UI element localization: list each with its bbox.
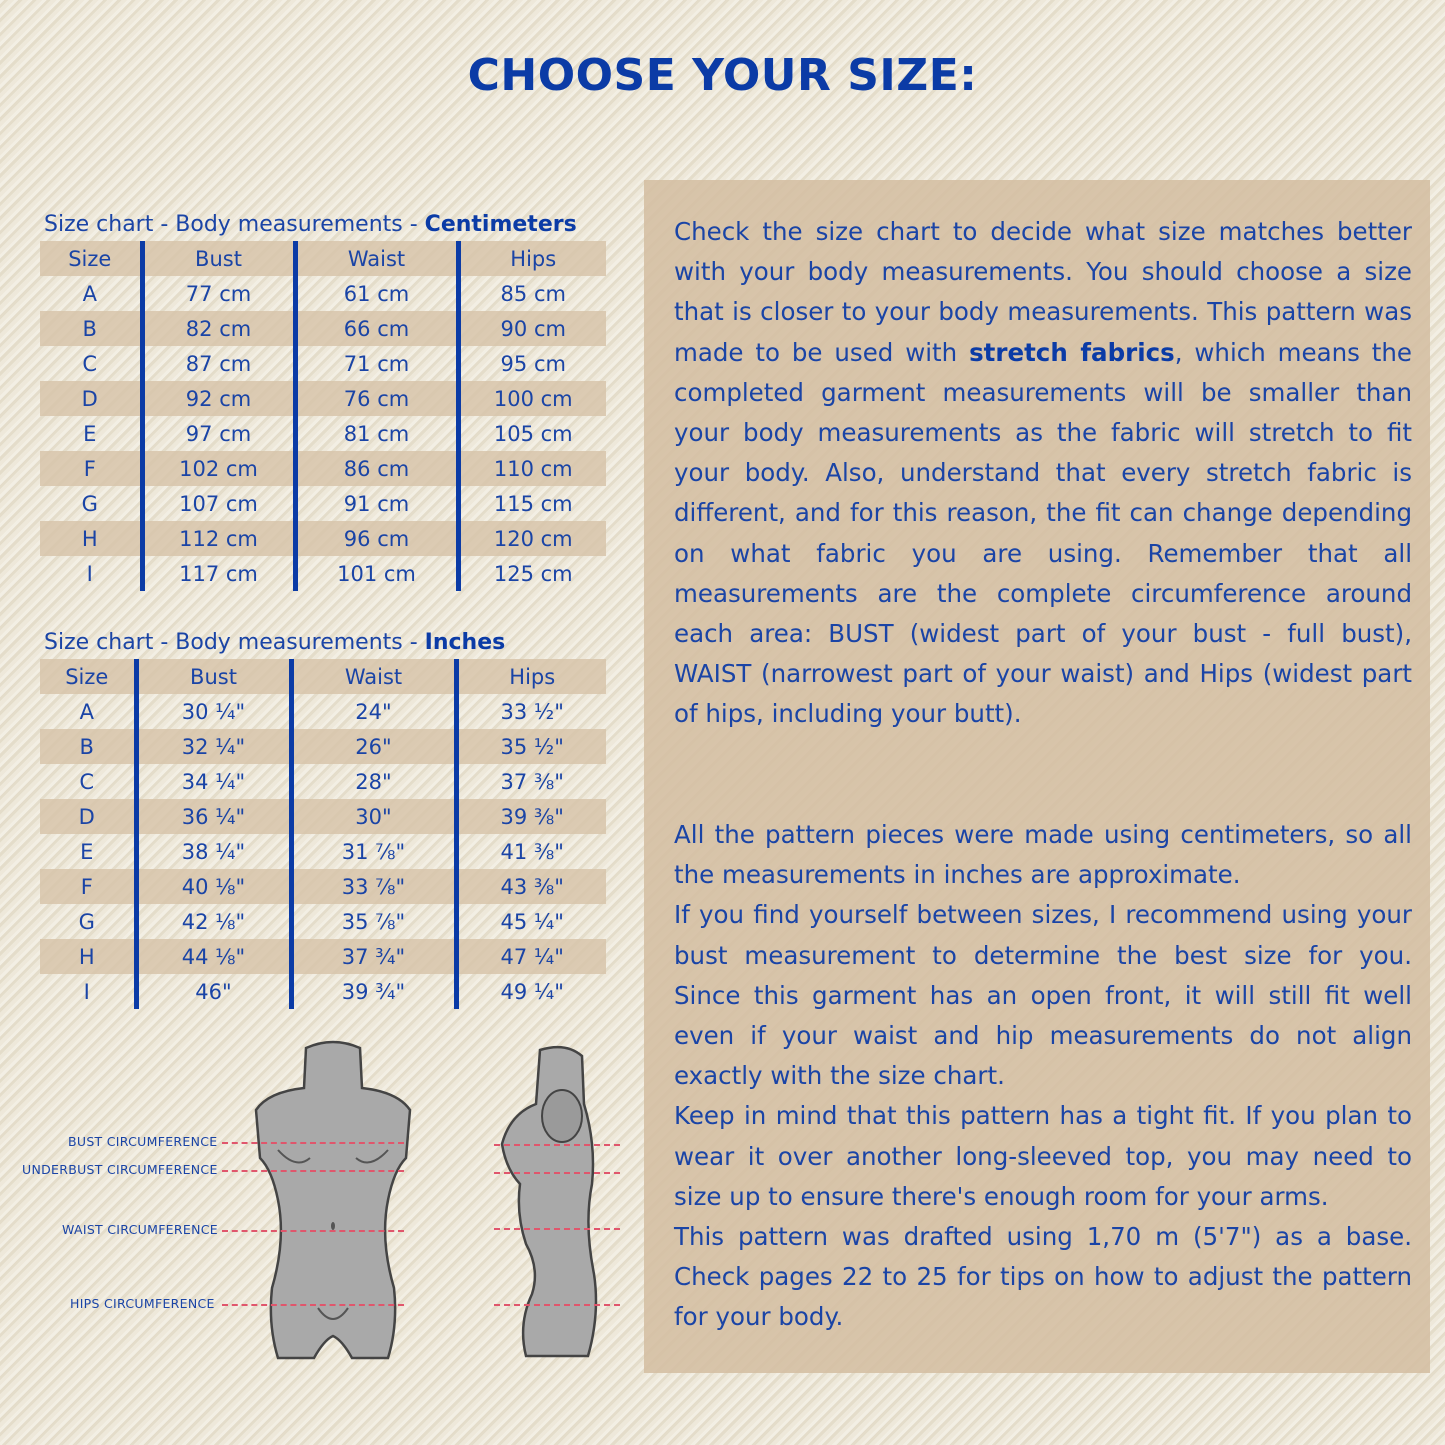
table-cell: 30" <box>291 799 456 834</box>
mannequin-side-figure <box>496 1044 606 1364</box>
table-header-cell: Hips <box>456 659 606 694</box>
table-header-cell: Size <box>40 241 142 276</box>
table-row <box>40 974 606 1009</box>
table-cell: 97 cm <box>142 416 295 451</box>
table-header-cell: Bust <box>136 659 291 694</box>
table-row <box>40 416 606 451</box>
table-cell: H <box>40 521 142 556</box>
table-row <box>40 486 606 521</box>
table-cell: 49 ¼" <box>456 974 606 1009</box>
table-cell: 77 cm <box>142 276 295 311</box>
table-cell: 61 cm <box>295 276 458 311</box>
underbust-line-side <box>494 1172 620 1174</box>
bust-circumference-label: BUST CIRCUMFERENCE <box>68 1134 218 1149</box>
table-cell: 42 ⅛" <box>136 904 291 939</box>
table-cell: 107 cm <box>142 486 295 521</box>
table-cell: C <box>79 769 95 794</box>
table-cell: I <box>83 979 90 1004</box>
table-cell: G <box>81 491 98 516</box>
mannequin-illustration <box>0 1040 640 1370</box>
table-row <box>40 311 606 346</box>
table-cell: 125 cm <box>458 556 606 591</box>
table-cell: 85 cm <box>458 276 606 311</box>
table-row <box>40 904 606 939</box>
mannequin-front-figure <box>248 1040 418 1365</box>
size-chart-inches <box>40 630 606 1009</box>
table-cell: A <box>79 699 94 724</box>
hips-line-side <box>494 1304 620 1306</box>
table-cell: 32 ¼" <box>136 729 291 764</box>
size-table-cm <box>40 241 606 591</box>
table-cell: 71 cm <box>295 346 458 381</box>
hips-line <box>222 1304 404 1306</box>
table-cell: 39 ¾" <box>291 974 456 1009</box>
hips-circumference-label: HIPS CIRCUMFERENCE <box>70 1296 215 1311</box>
table-cell: 92 cm <box>142 381 295 416</box>
table-cell: 96 cm <box>295 521 458 556</box>
table-cell: 34 ¼" <box>136 764 291 799</box>
table-cell: B <box>40 729 136 764</box>
waist-line <box>222 1230 404 1232</box>
table-cell: F <box>40 869 136 904</box>
table-cell: 95 cm <box>458 346 606 381</box>
table-cell: 100 cm <box>458 381 606 416</box>
table-cell: I <box>86 561 93 586</box>
table-cell: 26" <box>291 729 456 764</box>
table-row <box>40 276 606 311</box>
underbust-line <box>222 1170 404 1172</box>
table-cell: 112 cm <box>142 521 295 556</box>
table-cell: 35 ⅞" <box>291 904 456 939</box>
table-cell: 47 ¼" <box>456 939 606 974</box>
table-cell: D <box>40 799 136 834</box>
table-cell: 46" <box>136 974 291 1009</box>
table-cell: 86 cm <box>295 451 458 486</box>
table-row <box>40 556 606 591</box>
table-header-cell: Hips <box>458 241 606 276</box>
table-cell: 28" <box>291 764 456 799</box>
table-cell: 117 cm <box>142 556 295 591</box>
waist-line-side <box>494 1228 620 1230</box>
table-cell: F <box>40 451 142 486</box>
table-row <box>40 764 606 799</box>
underbust-circumference-label: UNDERBUST CIRCUMFERENCE <box>22 1162 218 1177</box>
table-cell: 39 ⅜" <box>456 799 606 834</box>
table-row <box>40 834 606 869</box>
table-header-row <box>40 241 606 276</box>
table-cell: E <box>83 421 97 446</box>
table-cell: 110 cm <box>458 451 606 486</box>
table-row <box>40 939 606 974</box>
table-row <box>40 381 606 416</box>
table-cell: 35 ½" <box>456 729 606 764</box>
table-cell: 44 ⅛" <box>136 939 291 974</box>
page-title: CHOOSE YOUR SIZE: <box>467 50 978 101</box>
table-header-cell: Waist <box>291 659 456 694</box>
table-cell: 81 cm <box>295 416 458 451</box>
table-cell: 76 cm <box>295 381 458 416</box>
table-cell: 115 cm <box>458 486 606 521</box>
table-cell: 38 ¼" <box>136 834 291 869</box>
table-cell: 43 ⅜" <box>456 869 606 904</box>
table-row <box>40 451 606 486</box>
table-cell: 101 cm <box>295 556 458 591</box>
table-cell: E <box>80 839 94 864</box>
instructions-panel <box>644 180 1430 1373</box>
table-cell: H <box>40 939 136 974</box>
table-cell: 37 ⅜" <box>456 764 606 799</box>
table-cell: 41 ⅜" <box>456 834 606 869</box>
table-row <box>40 346 606 381</box>
table-cell: 40 ⅛" <box>136 869 291 904</box>
size-instructions-paragraph: Check the size chart to decide what size matches better with your body measurements. You should choose a size that is closer to your body measurements. This pattern was made to be used with stretch fabrics, which means the completed garment measurements will be smaller than your body measurements as the fabric will stretch to fit your body. Also, understand that every stretch fabric is different, and for this reason, the fit can change depending on what fabric you are using. Remember that all measurements are the complete circumference around each area: BUST (widest part of your bust - full bust), WAIST (narrowest part of your waist) and Hips (widest part of hips, including your butt). <box>674 217 1413 729</box>
table-cell: C <box>82 351 98 376</box>
bust-line <box>222 1142 404 1144</box>
waist-circumference-label: WAIST CIRCUMFERENCE <box>62 1222 218 1237</box>
table-cell: 37 ¾" <box>291 939 456 974</box>
table-cell: G <box>78 909 95 934</box>
notes-paragraphs: All the pattern pieces were made using centimeters, so all the measurements in inches are approximate. If you find yourself between sizes, I recommend using your bust measurement to determine the best size for you. Since this garment has an open front, it will still fit well even if your waist and hip measurements do not align exactly with the size chart. Keep in mind that this pattern has a tight fit. If you plan to wear it over another long-sleeved top, you may need to size up to ensure there's enough room for your arms. This pattern was drafted using 1,70 m (5'7") as a base. Check pages 22 to 25 for tips on how to adjust the pattern for your body. <box>674 820 1412 1332</box>
table-cell: 24" <box>291 694 456 729</box>
table-header-cell: Waist <box>295 241 458 276</box>
table-cell: 90 cm <box>458 311 606 346</box>
table-cell: D <box>40 381 142 416</box>
table-cell: 45 ¼" <box>456 904 606 939</box>
table-cell: 31 ⅞" <box>291 834 456 869</box>
table-cell: 102 cm <box>142 451 295 486</box>
table-cell: 36 ¼" <box>136 799 291 834</box>
table-cell: 66 cm <box>295 311 458 346</box>
table-row <box>40 869 606 904</box>
table-header-row <box>40 659 606 694</box>
table-cell: B <box>40 311 142 346</box>
table-row <box>40 521 606 556</box>
table-header-cell: Bust <box>142 241 295 276</box>
table-row <box>40 729 606 764</box>
table-cell: 87 cm <box>142 346 295 381</box>
table-cell: 91 cm <box>295 486 458 521</box>
table-cell: 82 cm <box>142 311 295 346</box>
size-chart-centimeters <box>40 212 606 591</box>
table-row <box>40 799 606 834</box>
table-header-cell: Size <box>40 659 136 694</box>
table-cell: 33 ⅞" <box>291 869 456 904</box>
table-cell: 120 cm <box>458 521 606 556</box>
table-cell: 33 ½" <box>456 694 606 729</box>
table-cell: 30 ¼" <box>136 694 291 729</box>
size-table-in <box>40 659 606 1009</box>
bust-line-side <box>494 1144 620 1146</box>
table-row <box>40 694 606 729</box>
table-cell: A <box>82 281 97 306</box>
size-chart-inches-caption: Size chart - Body measurements - Inches <box>44 630 506 655</box>
size-chart-centimeters-caption: Size chart - Body measurements - Centimeters <box>44 212 577 237</box>
table-cell: 105 cm <box>458 416 606 451</box>
